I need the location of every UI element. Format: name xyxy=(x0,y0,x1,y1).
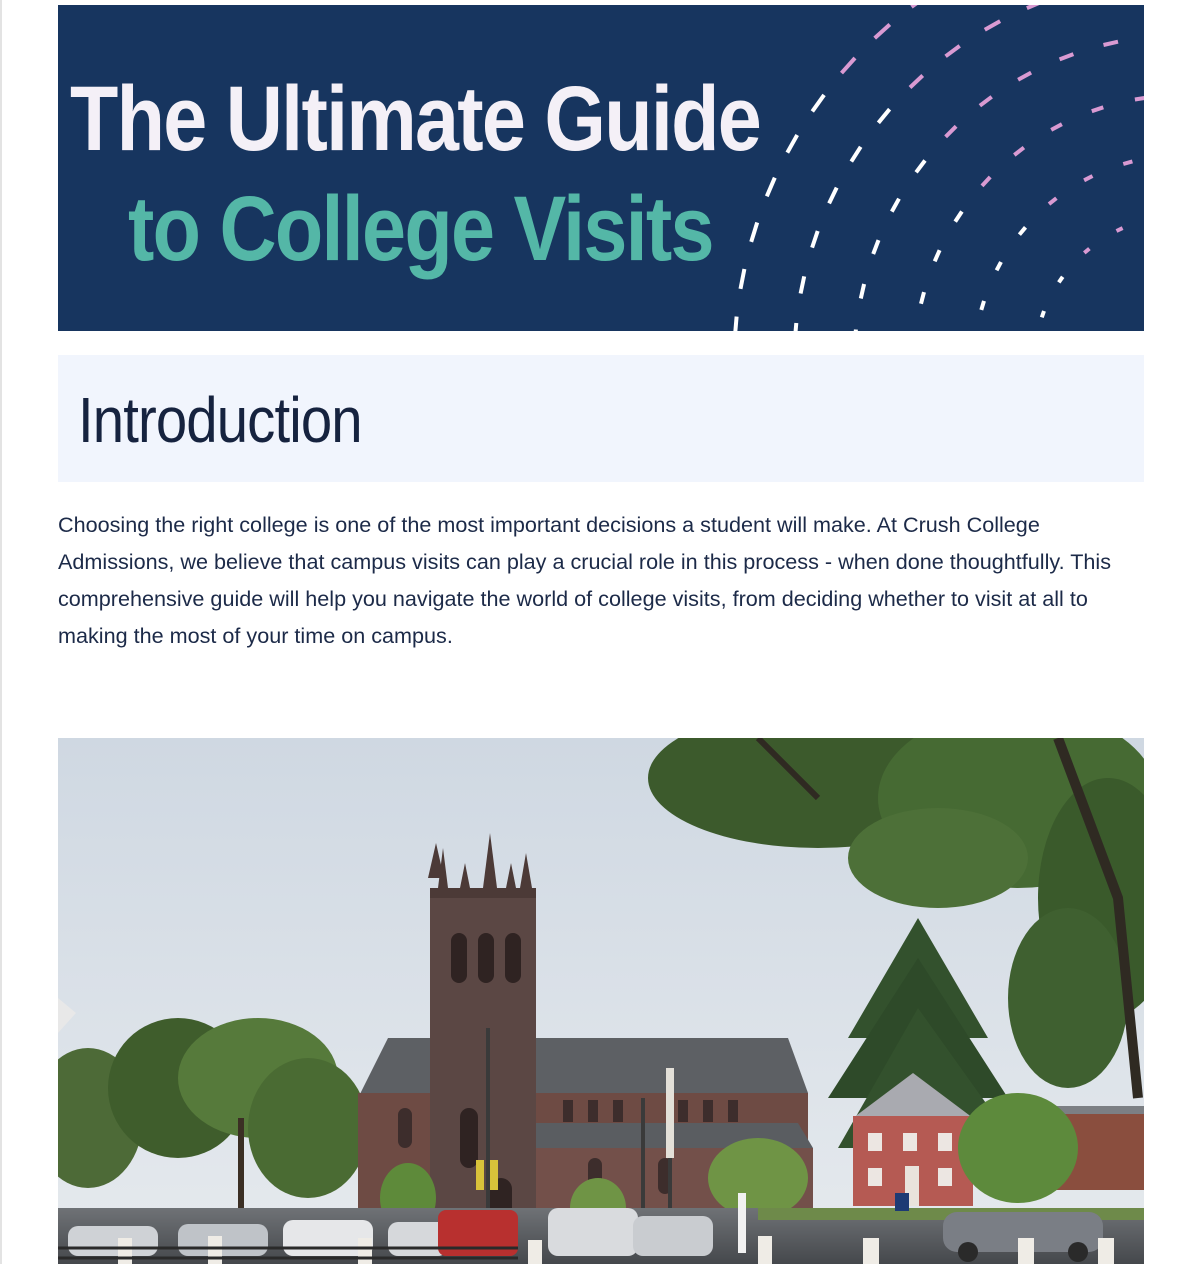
arc-dash xyxy=(829,188,837,204)
arc-dash xyxy=(1123,161,1132,164)
arc-dash xyxy=(1117,228,1123,231)
arc-dash xyxy=(1042,311,1044,317)
arc-dash xyxy=(801,276,805,293)
parking-sign-post xyxy=(738,1193,746,1253)
arc-dash xyxy=(892,199,899,212)
arc-dash xyxy=(980,97,992,106)
arc-dash xyxy=(1060,54,1074,59)
arc-dash xyxy=(1018,73,1031,80)
arc-dash xyxy=(997,262,1001,270)
arc-dash xyxy=(878,109,889,123)
arc-dash xyxy=(751,223,757,242)
guide-banner xyxy=(58,5,1144,331)
campus-church-photo xyxy=(58,738,1144,1264)
arc-dash xyxy=(912,5,928,7)
arc-dash xyxy=(955,212,962,222)
arc-dash xyxy=(873,240,878,254)
campus-photo-illustration xyxy=(58,738,1144,1264)
arc-dash xyxy=(851,147,860,162)
arc-dash xyxy=(1084,249,1089,253)
parking-sign xyxy=(895,1193,909,1211)
arc-dash xyxy=(1051,124,1062,130)
arc-dash xyxy=(795,323,797,331)
arc-dash xyxy=(1092,107,1104,111)
introduction-paragraph: Choosing the right college is one of the most important decisions a student will make. At Crush College Admissions, we believe that campus visits can play a crucial role in this process - when done thoughtfully. This comprehensive guide will help you navigate the world of college visits, from deciding whether to visit at all to making the most of your time on campus. xyxy=(58,512,1112,648)
banner-title-line1: The Ultimate Guide xyxy=(70,68,761,170)
introduction-section-header xyxy=(58,355,1144,482)
arc-dash xyxy=(842,58,856,73)
arc-dash xyxy=(861,284,864,299)
arc-dash xyxy=(1019,227,1025,234)
arc-dash xyxy=(921,292,924,304)
arc-dash xyxy=(910,76,923,88)
arc-dash xyxy=(946,46,960,56)
arc-dash xyxy=(1084,176,1092,180)
banner-title-line2: to College Visits xyxy=(128,178,713,280)
arc-dash xyxy=(1059,277,1063,283)
white-pole xyxy=(666,1068,674,1158)
arc-dash xyxy=(982,177,990,186)
arc-dash xyxy=(1104,42,1119,45)
arc-dash xyxy=(916,161,925,173)
arc-dash xyxy=(767,178,775,197)
arc-dash xyxy=(735,317,737,331)
arc-dash xyxy=(946,126,957,137)
arc-dash xyxy=(875,25,890,39)
arc-dash xyxy=(935,250,940,261)
arc-dash xyxy=(787,135,797,153)
introduction-heading: Introduction xyxy=(78,384,362,456)
arc-dash xyxy=(1027,5,1043,8)
arc-dash xyxy=(1049,198,1056,204)
arc-dash xyxy=(855,330,856,332)
arc-dash xyxy=(812,95,824,112)
arc-dash xyxy=(985,21,1000,30)
arc-dash xyxy=(741,269,745,289)
arc-dash xyxy=(1014,148,1024,155)
arc-dash xyxy=(981,301,984,310)
arc-dash xyxy=(1135,98,1144,100)
page-edge xyxy=(0,0,2,1264)
arc-dash xyxy=(812,231,818,248)
